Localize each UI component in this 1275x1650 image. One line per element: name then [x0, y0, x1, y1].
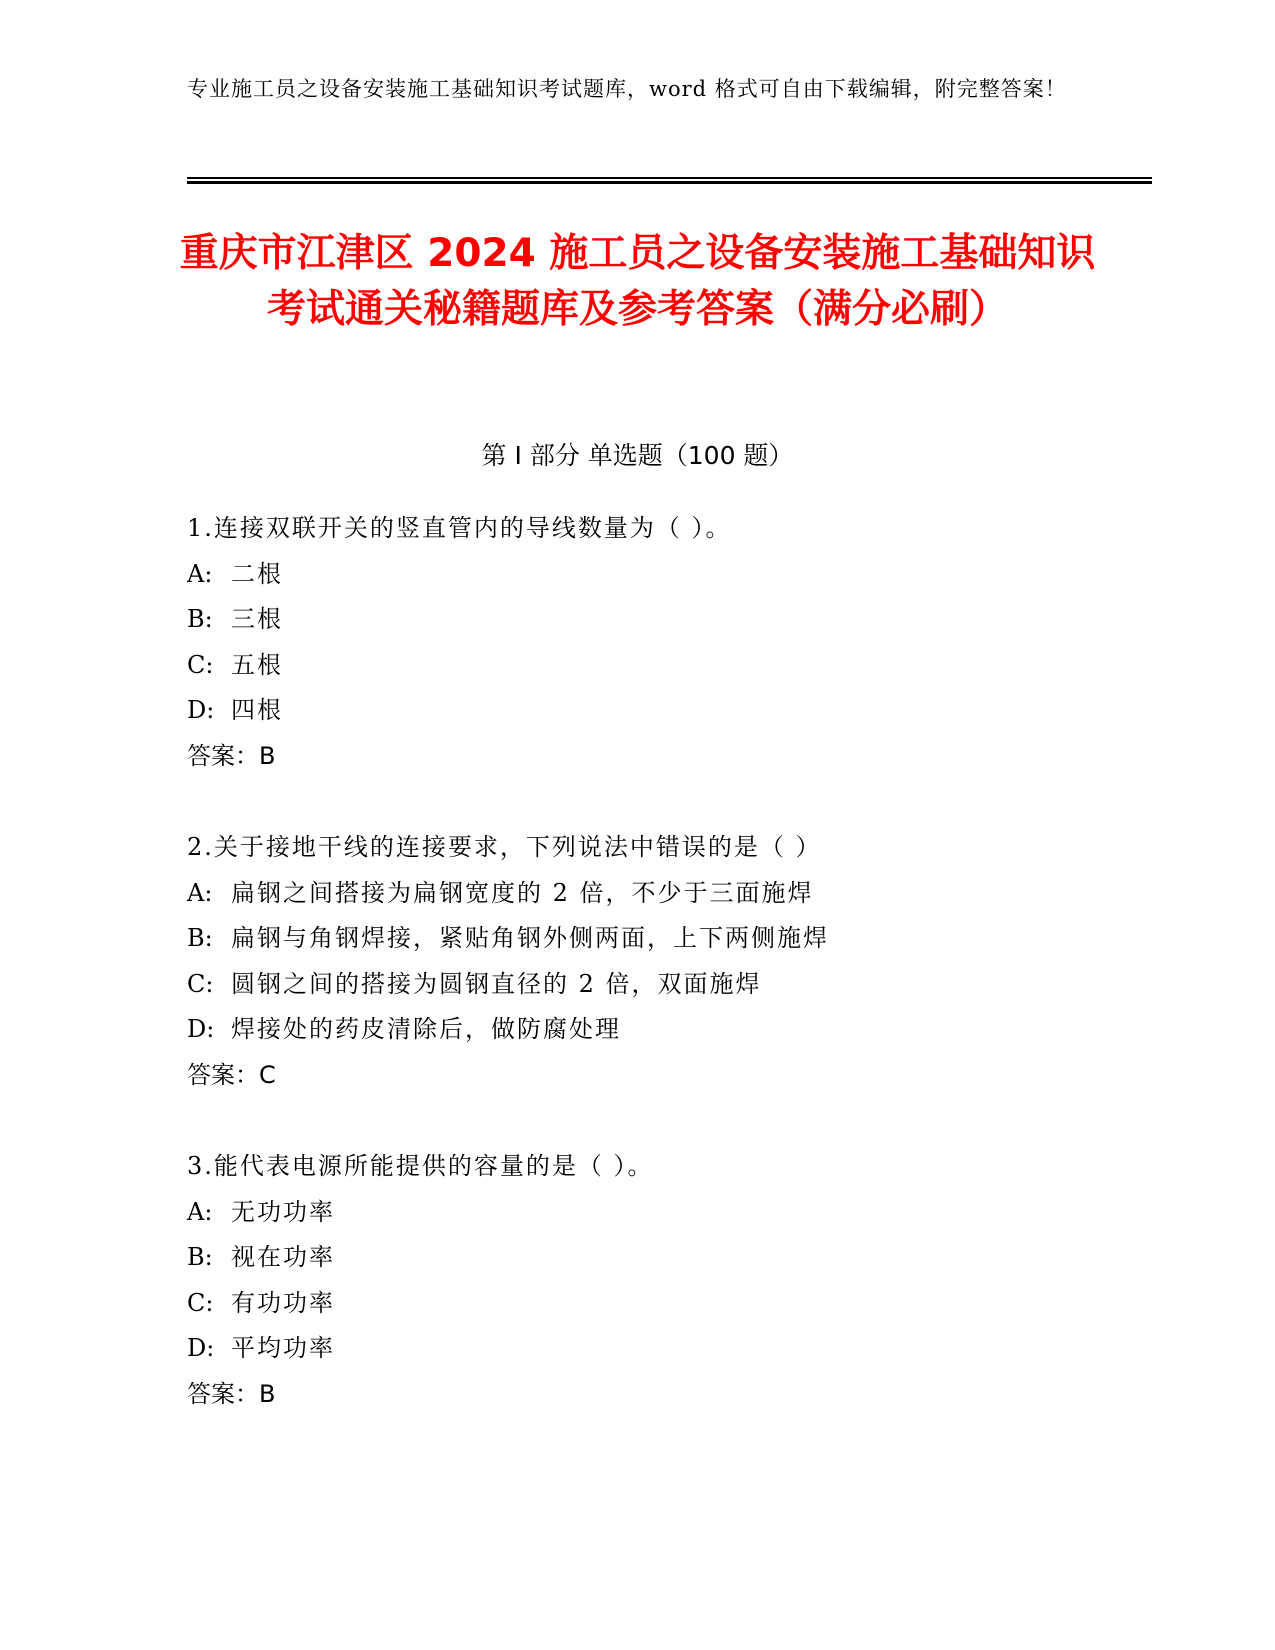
option-letter: A: [187, 878, 213, 907]
option-letter: D: [187, 1334, 215, 1362]
option-a [187, 871, 1087, 917]
section-title: 第 I 部分 单选题（100 题） [481, 441, 794, 470]
question-stem: 2.关于接地干线的连接要求，下列说法中错误的是（ ） [187, 833, 822, 861]
option-letter: C: [187, 650, 214, 679]
option-b [187, 916, 1087, 962]
option-text: 焊接处的药皮清除后，做防腐处理 [231, 1015, 621, 1043]
option-b [187, 597, 1087, 643]
option-text: 扁钢与角钢焊接，紧贴角钢外侧两面，上下两侧施焊 [231, 924, 829, 952]
option-text: 扁钢之间搭接为扁钢宽度的 2 倍，不少于三面施焊 [231, 878, 814, 907]
option-text: 二根 [231, 559, 283, 588]
question-3 [187, 1144, 1087, 1417]
option-c [187, 962, 1087, 1008]
option-c [187, 643, 1087, 689]
option-letter: D: [187, 1015, 215, 1043]
option-letter: A: [187, 559, 213, 588]
option-letter: B: [187, 1243, 213, 1271]
option-text: 圆钢之间的搭接为圆钢直径的 2 倍，双面施焊 [231, 969, 762, 998]
option-b [187, 1235, 1087, 1281]
header-note: 专业施工员之设备安装施工基础知识考试题库，word 格式可自由下载编辑，附完整答案！ [187, 77, 1067, 101]
option-d [187, 688, 1087, 734]
option-text: 视在功率 [231, 1243, 335, 1271]
option-text: 五根 [231, 650, 283, 679]
answer: 答案：C [187, 1060, 276, 1089]
option-c [187, 1281, 1087, 1327]
header-divider-thin [187, 177, 1152, 179]
question-stem: 1.连接双联开关的竖直管内的导线数量为（ ）。 [187, 514, 732, 542]
question-2 [187, 825, 1087, 1098]
option-letter: B: [187, 924, 213, 952]
answer: 答案：B [187, 1379, 276, 1408]
option-text: 四根 [231, 696, 283, 724]
option-d [187, 1007, 1087, 1053]
document-title: 重庆市江津区 2024 施工员之设备安装施工基础知识考试通关秘籍题库及参考答案（满分必刷） [179, 231, 1096, 332]
option-text: 无功功率 [231, 1197, 335, 1226]
option-d [187, 1326, 1087, 1372]
question-stem: 3.能代表电源所能提供的容量的是（ ）。 [187, 1152, 654, 1180]
header-divider-thick [187, 181, 1152, 184]
option-letter: D: [187, 696, 215, 724]
question-1 [187, 506, 1087, 779]
option-text: 平均功率 [231, 1334, 335, 1362]
option-a [187, 552, 1087, 598]
option-letter: A: [187, 1197, 213, 1226]
option-a [187, 1190, 1087, 1236]
answer: 答案：B [187, 741, 276, 770]
option-letter: C: [187, 1288, 214, 1317]
option-text: 三根 [231, 605, 283, 633]
option-text: 有功功率 [231, 1288, 335, 1317]
option-letter: B: [187, 605, 213, 633]
option-letter: C: [187, 969, 214, 998]
